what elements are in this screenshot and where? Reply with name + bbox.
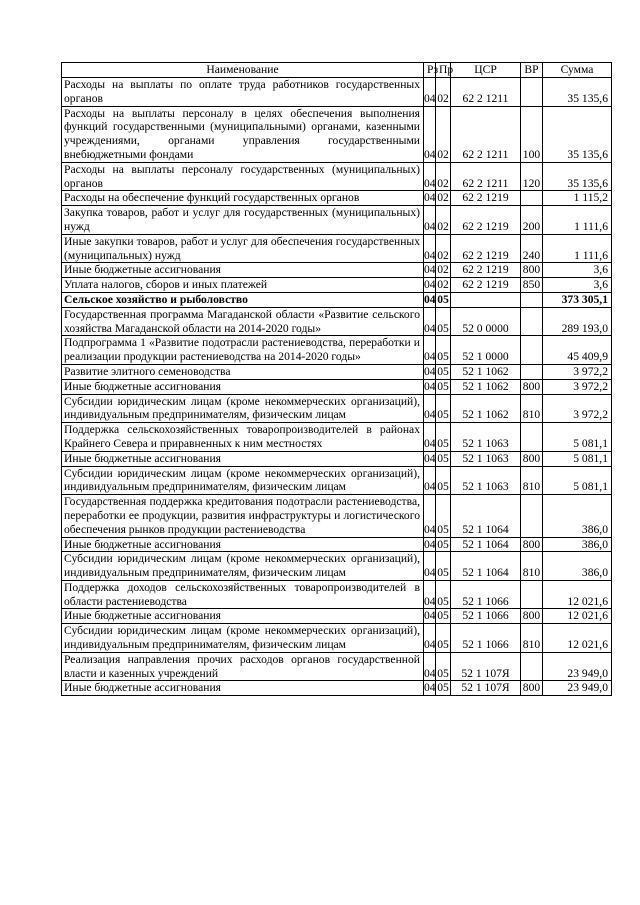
cell-csr: 52 1 107Я — [451, 652, 521, 681]
cell-csr: 52 0 0000 — [451, 307, 521, 336]
cell-vr: 800 — [521, 451, 543, 466]
cell-rz: 04 — [424, 292, 436, 306]
cell-rz: 04 — [424, 624, 436, 653]
table-row — [62, 364, 612, 379]
cell-sum: 12 021,6 — [543, 580, 612, 609]
table-row — [62, 624, 612, 653]
cell-sum: 35 135,6 — [543, 106, 612, 162]
cell-vr — [521, 364, 543, 379]
cell-vr — [521, 652, 543, 681]
cell-vr — [521, 336, 543, 365]
cell-sum: 5 081,1 — [543, 451, 612, 466]
cell-pr: 02 — [437, 278, 449, 292]
header-rz: Рз — [424, 63, 436, 78]
cell-pr: 05 — [437, 681, 449, 695]
cell-name: Государственная поддержка кредитования подотрасли растениеводства, переработки ее продукции, развития инфраструктуры и логистического обеспечения рынков продукции растениеводства — [62, 495, 424, 537]
cell-name: Расходы на выплаты персоналу в целях обеспечения выполнения функций государственными (муниципальными) органами, казенными учреждениями, органами управления государственными внебюджетными фондами — [62, 106, 424, 162]
cell-pr: 05 — [437, 379, 449, 393]
cell-csr: 52 1 1066 — [451, 609, 521, 624]
cell-sum: 35 135,6 — [543, 78, 612, 107]
cell-name: Субсидии юридическим лицам (кроме некоммерческих организаций), индивидуальным предпринимателям, физическим лицам — [62, 624, 424, 653]
header-pr: Пр — [436, 63, 451, 78]
cell-name: Сельское хозяйство и рыболовство — [62, 292, 424, 307]
cell-csr: 52 1 1064 — [451, 537, 521, 552]
cell-name: Иные бюджетные ассигнования — [62, 379, 424, 394]
cell-rz: 04 — [424, 652, 436, 681]
table-row — [62, 466, 612, 495]
cell-rz: 04 — [424, 552, 436, 581]
table-row — [62, 263, 612, 278]
cell-name: Иные бюджетные ассигнования — [62, 537, 424, 552]
cell-rz: 04 — [424, 580, 436, 609]
cell-csr: 52 1 1063 — [451, 451, 521, 466]
table-row — [62, 336, 612, 365]
cell-rz: 04 — [424, 609, 436, 623]
cell-name: Субсидии юридическим лицам (кроме некоммерческих организаций), индивидуальным предпринимателям, физическим лицам — [62, 552, 424, 581]
cell-sum: 3 972,2 — [543, 379, 612, 394]
cell-name: Уплата налогов, сборов и иных платежей — [62, 278, 424, 293]
cell-sum: 386,0 — [543, 537, 612, 552]
cell-pr: 05 — [436, 580, 451, 609]
cell-csr: 52 1 1066 — [451, 624, 521, 653]
cell-rz: 04 — [424, 495, 436, 537]
table-row — [62, 78, 612, 107]
cell-rz: 04 — [424, 78, 436, 107]
cell-rz: 04 — [424, 681, 436, 695]
header-row — [62, 63, 612, 78]
cell-vr: 800 — [521, 537, 543, 552]
table-row — [62, 423, 612, 452]
cell-rz: 04 — [424, 206, 436, 235]
cell-name: Реализация направления прочих расходов органов государственной власти и казенных учреждений — [62, 652, 424, 681]
cell-rz: 04 — [424, 451, 436, 465]
cell-pr: 05 — [436, 624, 451, 653]
table-row — [62, 552, 612, 581]
cell-sum: 373 305,1 — [543, 292, 612, 307]
cell-sum: 5 081,1 — [543, 423, 612, 452]
table-row — [62, 537, 612, 552]
cell-csr: 62 2 1211 — [451, 106, 521, 162]
cell-sum: 23 949,0 — [543, 681, 612, 696]
cell-vr: 810 — [521, 394, 543, 423]
table-row — [62, 162, 612, 191]
cell-name: Расходы на выплаты персоналу государственных (муниципальных) органов — [62, 162, 424, 191]
cell-vr — [521, 495, 543, 537]
cell-sum: 1 111,6 — [543, 206, 612, 235]
cell-rz: 04 — [424, 336, 436, 365]
cell-csr: 52 1 107Я — [451, 681, 521, 696]
cell-pr: 02 — [436, 162, 451, 191]
cell-vr: 810 — [521, 624, 543, 653]
cell-sum: 12 021,6 — [543, 609, 612, 624]
budget-table — [61, 62, 612, 696]
cell-rz: 04 — [424, 307, 436, 336]
cell-rz: 04 — [424, 191, 436, 205]
cell-name: Расходы на выплаты по оплате труда работников государственных органов — [62, 78, 424, 107]
table-row — [62, 234, 612, 263]
table-row — [62, 106, 612, 162]
cell-sum: 3 972,2 — [543, 394, 612, 423]
cell-name: Иные бюджетные ассигнования — [62, 681, 424, 696]
cell-vr: 850 — [521, 278, 543, 293]
cell-csr: 52 1 1062 — [451, 394, 521, 423]
cell-pr: 02 — [436, 78, 451, 107]
cell-rz: 04 — [424, 278, 436, 292]
table-row — [62, 681, 612, 696]
cell-rz: 04 — [424, 162, 436, 191]
cell-sum: 386,0 — [543, 552, 612, 581]
cell-name: Иные бюджетные ассигнования — [62, 451, 424, 466]
cell-csr: 62 2 1219 — [451, 206, 521, 235]
cell-name: Иные бюджетные ассигнования — [62, 263, 424, 278]
cell-sum: 3,6 — [543, 263, 612, 278]
cell-csr: 52 1 1064 — [451, 495, 521, 537]
cell-vr — [521, 191, 543, 206]
cell-pr: 05 — [437, 537, 449, 551]
cell-sum: 3 972,2 — [543, 364, 612, 379]
cell-pr: 05 — [436, 336, 451, 365]
cell-name: Государственная программа Магаданской области «Развитие сельского хозяйства Магаданской области на 2014-2020 годы» — [62, 307, 424, 336]
table-row — [62, 307, 612, 336]
header-csr: ЦСР — [451, 63, 521, 78]
cell-sum: 1 115,2 — [543, 191, 612, 206]
table-row — [62, 394, 612, 423]
cell-pr: 05 — [437, 609, 449, 623]
cell-pr: 02 — [437, 263, 449, 277]
cell-vr: 810 — [521, 552, 543, 581]
cell-csr: 62 2 1211 — [451, 78, 521, 107]
cell-pr: 05 — [436, 394, 451, 423]
cell-pr: 05 — [436, 652, 451, 681]
cell-pr: 05 — [437, 364, 449, 378]
cell-csr — [451, 292, 521, 307]
cell-csr: 62 2 1219 — [451, 234, 521, 263]
cell-pr: 02 — [436, 234, 451, 263]
cell-csr: 52 1 0000 — [451, 336, 521, 365]
cell-vr — [521, 78, 543, 107]
cell-sum: 5 081,1 — [543, 466, 612, 495]
cell-sum: 45 409,9 — [543, 336, 612, 365]
cell-name: Развитие элитного семеноводства — [62, 364, 424, 379]
cell-rz: 04 — [424, 263, 436, 277]
cell-vr: 810 — [521, 466, 543, 495]
cell-rz: 04 — [424, 466, 436, 495]
cell-vr — [521, 423, 543, 452]
cell-name: Поддержка сельскохозяйственных товаропроизводителей в районах Крайнего Севера и приравненных к ним местностях — [62, 423, 424, 452]
cell-pr: 05 — [436, 466, 451, 495]
cell-name: Иные закупки товаров, работ и услуг для обеспечения государственных (муниципальных) нужд — [62, 234, 424, 263]
cell-name: Субсидии юридическим лицам (кроме некоммерческих организаций), индивидуальным предпринимателям, физическим лицам — [62, 466, 424, 495]
cell-vr: 240 — [521, 234, 543, 263]
cell-vr: 800 — [521, 609, 543, 624]
cell-pr: 05 — [437, 292, 449, 306]
cell-name: Подпрограмма 1 «Развитие подотрасли растениеводства, переработки и реализации продукции растениеводства на 2014-2020 годы» — [62, 336, 424, 365]
cell-rz: 04 — [424, 394, 436, 423]
header-vr: ВР — [521, 63, 543, 78]
cell-vr: 120 — [521, 162, 543, 191]
cell-sum: 23 949,0 — [543, 652, 612, 681]
table-row — [62, 191, 612, 206]
cell-pr: 05 — [437, 451, 449, 465]
cell-vr — [521, 580, 543, 609]
cell-csr: 52 1 1064 — [451, 552, 521, 581]
cell-pr: 05 — [436, 552, 451, 581]
cell-csr: 52 1 1063 — [451, 466, 521, 495]
cell-rz: 04 — [424, 364, 436, 378]
cell-vr — [521, 292, 543, 307]
cell-pr: 05 — [436, 495, 451, 537]
cell-name: Субсидии юридическим лицам (кроме некоммерческих организаций), индивидуальным предпринимателям, физическим лицам — [62, 394, 424, 423]
cell-rz: 04 — [424, 234, 436, 263]
cell-rz: 04 — [424, 423, 436, 452]
cell-pr: 02 — [437, 191, 449, 205]
cell-rz: 04 — [424, 379, 436, 393]
table-row — [62, 652, 612, 681]
cell-rz: 04 — [424, 537, 436, 551]
table-row — [62, 292, 612, 307]
cell-pr: 05 — [436, 423, 451, 452]
table-row — [62, 451, 612, 466]
cell-vr: 800 — [521, 379, 543, 394]
table-row — [62, 206, 612, 235]
cell-csr: 62 2 1219 — [451, 263, 521, 278]
table-row — [62, 379, 612, 394]
cell-name: Иные бюджетные ассигнования — [62, 609, 424, 624]
cell-vr — [521, 307, 543, 336]
cell-name: Закупка товаров, работ и услуг для государственных (муниципальных) нужд — [62, 206, 424, 235]
header-name: Наименование — [62, 63, 424, 78]
cell-csr: 52 1 1062 — [451, 379, 521, 394]
cell-csr: 52 1 1066 — [451, 580, 521, 609]
cell-vr: 800 — [521, 681, 543, 696]
cell-name: Поддержка доходов сельскохозяйственных товаропроизводителей в области растениеводства — [62, 580, 424, 609]
cell-csr: 62 2 1219 — [451, 278, 521, 293]
cell-pr: 02 — [436, 106, 451, 162]
cell-sum: 12 021,6 — [543, 624, 612, 653]
table-row — [62, 278, 612, 293]
header-sum: Сумма — [543, 63, 612, 78]
cell-sum: 35 135,6 — [543, 162, 612, 191]
table-row — [62, 609, 612, 624]
cell-csr: 62 2 1219 — [451, 191, 521, 206]
cell-sum: 289 193,0 — [543, 307, 612, 336]
cell-sum: 1 111,6 — [543, 234, 612, 263]
cell-sum: 3,6 — [543, 278, 612, 293]
cell-vr: 800 — [521, 263, 543, 278]
cell-vr: 200 — [521, 206, 543, 235]
cell-rz: 04 — [424, 106, 436, 162]
table-row — [62, 580, 612, 609]
cell-pr: 02 — [436, 206, 451, 235]
cell-sum: 386,0 — [543, 495, 612, 537]
cell-name: Расходы на обеспечение функций государственных органов — [62, 191, 424, 206]
cell-csr: 52 1 1063 — [451, 423, 521, 452]
table-row — [62, 495, 612, 537]
cell-pr: 05 — [436, 307, 451, 336]
cell-csr: 52 1 1062 — [451, 364, 521, 379]
cell-csr: 62 2 1211 — [451, 162, 521, 191]
cell-vr: 100 — [521, 106, 543, 162]
